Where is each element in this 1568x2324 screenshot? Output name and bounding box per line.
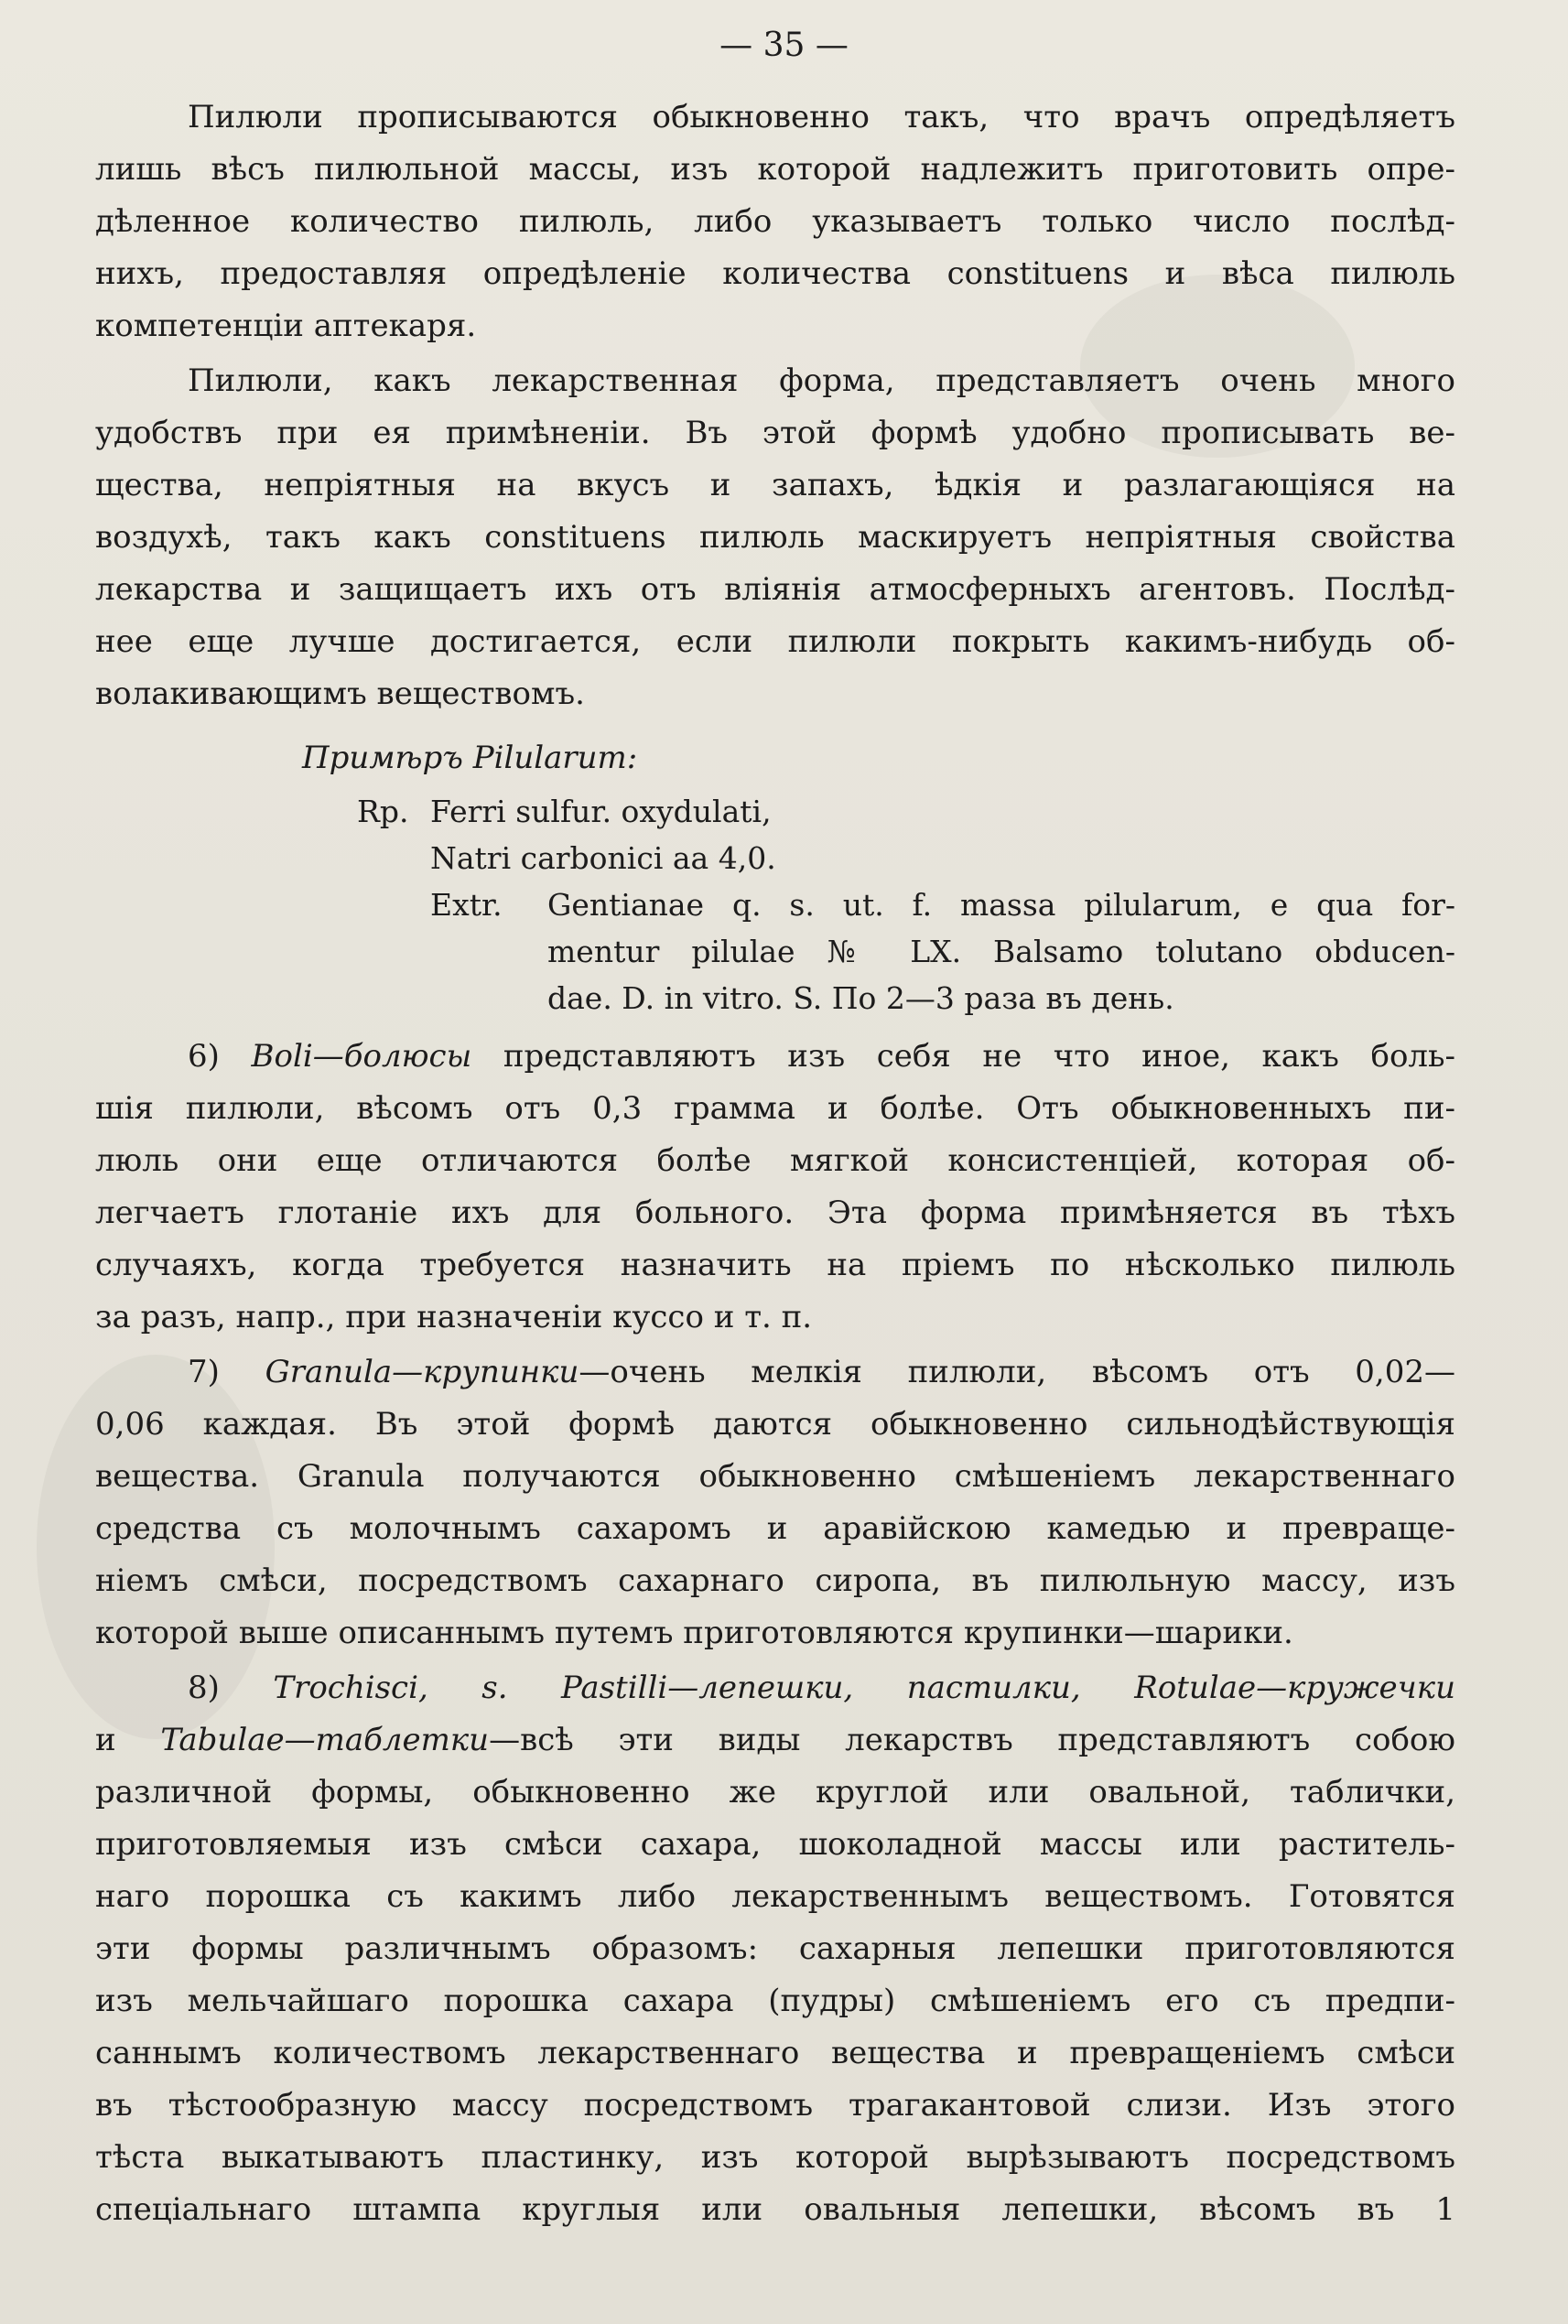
text-line: саннымъ количествомъ лекарственнаго вещества и превращеніемъ смѣси [95, 2035, 1455, 2071]
text-line: воздухѣ, такъ какъ constituens пилюль маскируетъ непріятныя свойства [95, 519, 1455, 556]
text-line [188, 1031, 1455, 1082]
text-line: волакивающимъ веществомъ. [95, 676, 585, 712]
text-line: нее еще лучше достигается, если пилюли покрыть какимъ-нибудь об- [95, 623, 1455, 660]
term: Trochisci, s. Pastilli—лепешки, пастилки, [273, 1670, 1081, 1706]
text-line: шія пилюли, вѣсомъ отъ 0,3 грамма и болѣе. Отъ обыкновенныхъ пи- [95, 1090, 1455, 1127]
text-line: средства съ молочнымъ сахаромъ и аравійскою камедью и превраще- [95, 1510, 1455, 1547]
text-line: за разъ, напр., при назначеніи куссо и т. п. [95, 1299, 813, 1335]
text-line: дѣленное количество пилюль, либо указываетъ только число послѣд- [95, 203, 1455, 240]
text-line: лишь вѣсъ пилюльной массы, изъ которой надлежитъ приготовить опре- [95, 151, 1455, 188]
rx-ingredient: Ferri sulfur. oxydulati, [430, 794, 772, 829]
item-number: 6) [188, 1038, 220, 1075]
text-line: въ тѣстообразную массу посредствомъ трагакантовой слизи. Изъ этого [95, 2087, 1455, 2124]
term: Tabulae—таблетки [160, 1722, 490, 1758]
rx-ingredient: mentur pilulae № LX. Balsamo tolutano obducen- [547, 934, 1455, 969]
text-line: 0,06 каждая. Въ этой формѣ даются обыкновенно сильнодѣйствующія [95, 1406, 1455, 1443]
text-fragment: —очень мелкія пилюли, вѣсомъ отъ 0,02— [579, 1354, 1455, 1390]
text-line [95, 1714, 1455, 1766]
text-line: легчаетъ глотаніе ихъ для больного. Эта форма примѣняется въ тѣхъ [95, 1194, 1455, 1231]
text-line: компетенціи аптекаря. [95, 308, 477, 344]
text-line: ніемъ смѣси, посредствомъ сахарнаго сиропа, въ пилюльную массу, изъ [95, 1562, 1455, 1599]
item-number: 8) [188, 1670, 220, 1706]
text-line: которой выше описаннымъ путемъ приготовляются крупинки—шарики. [95, 1615, 1293, 1651]
rx-ingredient: Gentianae q. s. ut. f. massa pilularum, e qua for- [547, 887, 1455, 923]
rx-label: Rp. [357, 794, 409, 829]
text-line: приготовляемыя изъ смѣси сахара, шоколадной массы или раститель- [95, 1826, 1455, 1863]
text-fragment: представляютъ изъ себя не что иное, какъ боль- [503, 1038, 1456, 1075]
term: Granula—крупинки [265, 1354, 579, 1390]
rx-signature: dae. D. in vitro. S. По 2—3 раза въ день. [547, 980, 1174, 1016]
text-fragment: —всѣ эти виды лекарствъ представляютъ собою [489, 1722, 1455, 1758]
text-line [188, 1346, 1455, 1398]
text-line: тѣста выкатываютъ пластинку, изъ которой вырѣзываютъ посредствомъ [95, 2139, 1455, 2176]
page-number: — 35 — [719, 27, 849, 64]
text-line: спеціальнаго штампа круглыя или овальныя лепешки, вѣсомъ въ 1 [95, 2191, 1455, 2228]
text-line: изъ мельчайшаго порошка сахара (пудры) смѣшеніемъ его съ предпи- [95, 1983, 1455, 2019]
text-line: Пилюли прописываются обыкновенно такъ, что врачъ опредѣляетъ [188, 99, 1455, 135]
text-fragment: и [95, 1722, 116, 1758]
text-line: наго порошка съ какимъ либо лекарственнымъ веществомъ. Готовятся [95, 1878, 1455, 1915]
rx-ingredient: Natri carbonici aa 4,0. [430, 840, 776, 876]
text-line: люль они еще отличаются болѣе мягкой консистенціей, которая об- [95, 1142, 1455, 1179]
text-line: различной формы, обыкновенно же круглой или овальной, таблички, [95, 1774, 1455, 1811]
text-line: Пилюли, какъ лекарственная форма, представляетъ очень много [188, 362, 1455, 399]
term: Rotulae—кружечки [1134, 1670, 1455, 1706]
example-title: Примѣръ Pilularum: [302, 740, 638, 776]
text-line: эти формы различнымъ образомъ: сахарныя лепешки приготовляются [95, 1930, 1455, 1967]
text-line: щества, непріятныя на вкусъ и запахъ, ѣдкія и разлагающіяся на [95, 467, 1455, 503]
text-line [188, 1662, 1455, 1713]
text-line: вещества. Granula получаются обыкновенно смѣшеніемъ лекарственнаго [95, 1458, 1455, 1495]
text-line: нихъ, предоставляя опредѣленіе количества constituens и вѣса пилюль [95, 255, 1455, 292]
text-line: лекарства и защищаетъ ихъ отъ вліянія атмосферныхъ агентовъ. Послѣд- [95, 571, 1455, 608]
rx-label: Extr. [430, 887, 503, 923]
text-line: удобствъ при ея примѣненіи. Въ этой формѣ удобно прописывать ве- [95, 415, 1455, 451]
text-line: случаяхъ, когда требуется назначить на пріемъ по нѣсколько пилюль [95, 1247, 1455, 1283]
item-number: 7) [188, 1354, 220, 1390]
term: Boli—болюсы [251, 1038, 472, 1075]
